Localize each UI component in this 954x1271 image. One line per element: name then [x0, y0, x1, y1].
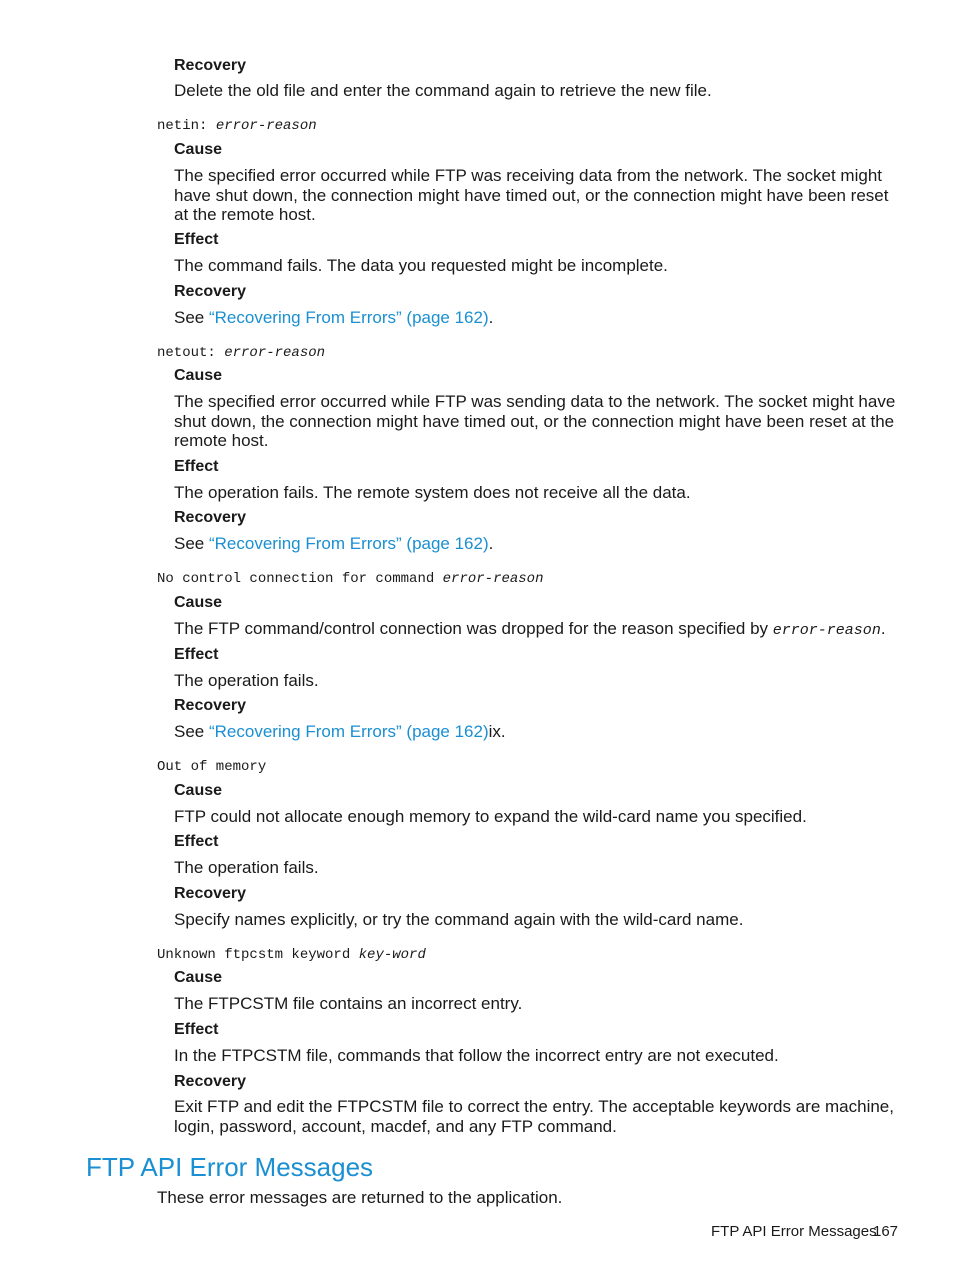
error-code-text: No control connection for command: [157, 571, 443, 587]
error-code-parameter: error-reason: [224, 345, 326, 361]
effect-heading: Effect: [174, 833, 219, 850]
page-number: 167: [873, 1223, 899, 1240]
error-code-parameter: error-reason: [215, 118, 317, 134]
section-intro: These error messages are returned to the application.: [157, 1188, 563, 1207]
error-code: [157, 117, 317, 135]
recovery-heading: Recovery: [174, 697, 247, 714]
effect-heading: Effect: [174, 1021, 219, 1038]
recovery-heading: Recovery: [174, 1073, 247, 1090]
cause-text-prefix: The FTP command/control connection was dropped for the reason specified by: [174, 619, 773, 638]
footer-running-title: FTP API Error Messages: [711, 1223, 877, 1240]
cause-text: The specified error occurred while FTP was receiving data from the network. The socket might have shut down, the connection might have timed out, or the connection might have been reset at the remote host.: [174, 166, 889, 224]
see-label: See: [174, 308, 209, 327]
effect-text: The operation fails. The remote system does not receive all the data.: [174, 483, 691, 502]
effect-text: The command fails. The data you requested might be incomplete.: [174, 256, 668, 275]
effect-heading: Effect: [174, 646, 219, 663]
recovery-text: [174, 534, 493, 554]
error-code-text: netin:: [157, 118, 216, 134]
effect-heading: Effect: [174, 458, 219, 475]
cause-text: [174, 619, 886, 641]
recovery-text: Delete the old file and enter the command again to retrieve the new file.: [174, 81, 712, 100]
see-label: See: [174, 534, 209, 553]
recovery-text: Exit FTP and edit the FTPCSTM file to correct the entry. The acceptable keywords are machine, login, password, account, macdef, and any FTP command.: [174, 1097, 894, 1136]
cause-heading: Cause: [174, 782, 223, 799]
error-code-text: netout:: [157, 345, 225, 361]
error-code: [157, 570, 543, 588]
recovery-text: Specify names explicitly, or try the command again with the wild-card name.: [174, 910, 744, 929]
cause-text-suffix: .: [880, 619, 886, 638]
cause-text: FTP could not allocate enough memory to expand the wild-card name you specified.: [174, 807, 807, 826]
recovering-from-errors-link[interactable]: “Recovering From Errors” (page 162): [208, 308, 489, 327]
recovery-heading: Recovery: [174, 509, 247, 526]
period: .: [488, 308, 494, 327]
section-title: FTP API Error Messages: [86, 1152, 374, 1182]
cause-heading: Cause: [174, 367, 223, 384]
recovery-text: [174, 308, 493, 328]
recovery-heading: Recovery: [174, 885, 247, 902]
see-label: See: [174, 722, 209, 741]
recovery-heading: Recovery: [174, 57, 247, 74]
effect-heading: Effect: [174, 231, 219, 248]
cause-text: The specified error occurred while FTP was sending data to the network. The socket might have shut down, the connection might have timed out, or the connection might have been reset at the remote host.: [174, 392, 896, 450]
cause-heading: Cause: [174, 594, 223, 611]
recovering-from-errors-link[interactable]: “Recovering From Errors” (page 162): [208, 722, 489, 741]
error-code: [157, 758, 266, 776]
cause-text: The FTPCSTM file contains an incorrect entry.: [174, 994, 523, 1013]
effect-text: In the FTPCSTM file, commands that follow the incorrect entry are not executed.: [174, 1046, 779, 1065]
cause-heading: Cause: [174, 969, 223, 986]
error-code-parameter: key-word: [358, 947, 426, 963]
recovery-text: [174, 722, 506, 742]
error-code-text: Unknown ftpcstm keyword: [157, 947, 359, 963]
recovering-from-errors-link[interactable]: “Recovering From Errors” (page 162): [208, 534, 489, 553]
error-code-text: Out of memory: [157, 759, 267, 775]
recovery-heading: Recovery: [174, 283, 247, 300]
ix-suffix: ix.: [488, 722, 506, 741]
effect-text: The operation fails.: [174, 858, 319, 877]
period: .: [488, 534, 494, 553]
error-code-parameter: error-reason: [442, 571, 544, 587]
error-code: [157, 946, 426, 964]
cause-parameter: error-reason: [772, 622, 881, 639]
error-code: [157, 344, 325, 362]
cause-heading: Cause: [174, 141, 223, 158]
effect-text: The operation fails.: [174, 671, 319, 690]
